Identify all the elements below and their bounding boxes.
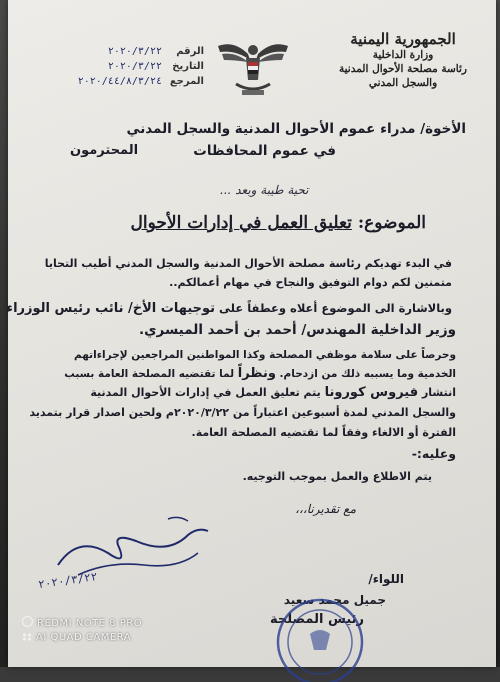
paragraph-line-9: الفترة أو الالغاء وفقاً لما تقتضيه المصلحة العامة. — [191, 426, 456, 439]
paragraph-line-4: وزير الداخلية المهندس/ أحمد بن أحمد الميسري. — [139, 322, 456, 338]
signature-date: ٢٠٢٠/٣/٢٢ — [37, 569, 99, 592]
date-value: ٢٠٢٠/٣/٢٢ — [107, 61, 162, 72]
addressee-scope: في عموم المحافظات — [193, 143, 336, 159]
date-label: التاريخ — [172, 61, 204, 72]
paragraph-line-7-c: يتم تعليق العمل في إدارات الأحوال المدنية — [90, 386, 325, 399]
paragraph-line-8: والسجل المدني لمدة أسبوعين اعتباراً من ٢٠٢٠/٣/٢٢م ولحين اصدار قرار بتمديد — [29, 406, 456, 419]
paragraph-line-6-a: الخدمية وما يسببه ذلك من ازدحام. — [275, 368, 456, 380]
camera-watermark — [22, 616, 142, 645]
signer-title: رئيس المصلحة — [270, 612, 364, 627]
respected-label: المحترمون — [70, 143, 139, 158]
watermark-line-2: AI QUAD CAMERA — [36, 632, 132, 643]
subject-label: الموضوع: — [357, 213, 426, 233]
greeting-line: تحية طيبة وبعد ... — [220, 183, 309, 197]
reference-block — [44, 44, 204, 89]
letter-sheet — [8, 0, 496, 667]
reference-label: المرجع — [169, 76, 204, 87]
quad-camera-icon — [22, 633, 32, 641]
paragraph-line-2: متمنين لكم دوام التوفيق والنجاح في مهام أعمالكم.. — [169, 276, 452, 289]
camera-lens-icon — [22, 616, 33, 627]
paragraph-line-7 — [90, 385, 456, 400]
paragraph-line-5: وحرصاً على سلامة موظفي المصلحة وكذا المواطنين المراجعين لإجراءاتهم — [73, 349, 456, 361]
official-stamp — [270, 592, 370, 682]
paragraph-line-3-a: وبالاشارة الى الموضوع أعلاه وعطفاً على — [215, 301, 452, 315]
ministry-name: وزارة الداخلية — [372, 49, 434, 61]
number-value: ٢٠٢٠/٣/٢٢ — [107, 46, 162, 57]
subject-title: تعليق العمل في إدارات الأحوال — [130, 213, 352, 233]
paragraph-line-7-b: فيروس كورونا — [324, 385, 419, 400]
reference-value: ٢٠٢٠/٤٤/٨/٣/٢٤ — [77, 76, 162, 87]
addressee-line: الأخوة/ مدراء عموم الأحوال المدنية والسجل المدني — [126, 121, 466, 137]
paragraph-line-3-b: توجيهات الأخ/ نائب رئيس الوزراء — [6, 301, 216, 316]
paragraph-line-11: يتم الاطلاع والعمل بموجب التوجيه. — [242, 470, 432, 483]
paragraph-line-3 — [6, 301, 452, 316]
eagle-emblem-icon — [214, 36, 292, 100]
watermark-line-1: REDMI NOTE 8 PRO — [37, 618, 143, 629]
letterhead-issuer — [328, 30, 478, 90]
paragraph-line-6 — [64, 366, 456, 381]
signer-rank: اللواء/ — [368, 572, 404, 586]
department-name: رئاسة مصلحة الأحوال المدنية — [339, 63, 467, 75]
signer-name: جميل محمد سعيد — [283, 593, 386, 607]
country-name: الجمهورية اليمنية — [350, 30, 456, 48]
paragraph-line-7-a: انتشار — [418, 386, 456, 399]
paragraph-line-6-b: ونظراً — [237, 366, 276, 381]
paragraph-line-6-c: لما تقتضيه المصلحة العامة بسبب — [64, 368, 238, 380]
number-label: الرقم — [176, 46, 204, 57]
subject-line — [131, 213, 426, 233]
department-name-2: والسجل المدني — [368, 77, 438, 89]
paragraph-line-10: وعليه:- — [411, 446, 456, 461]
paragraph-line-1: في البدء تهديكم رئاسة مصلحة الأحوال المدنية والسجل المدني أطيب التحايا — [44, 257, 452, 270]
closing-line: مع تقديرنا،،، — [295, 502, 356, 516]
